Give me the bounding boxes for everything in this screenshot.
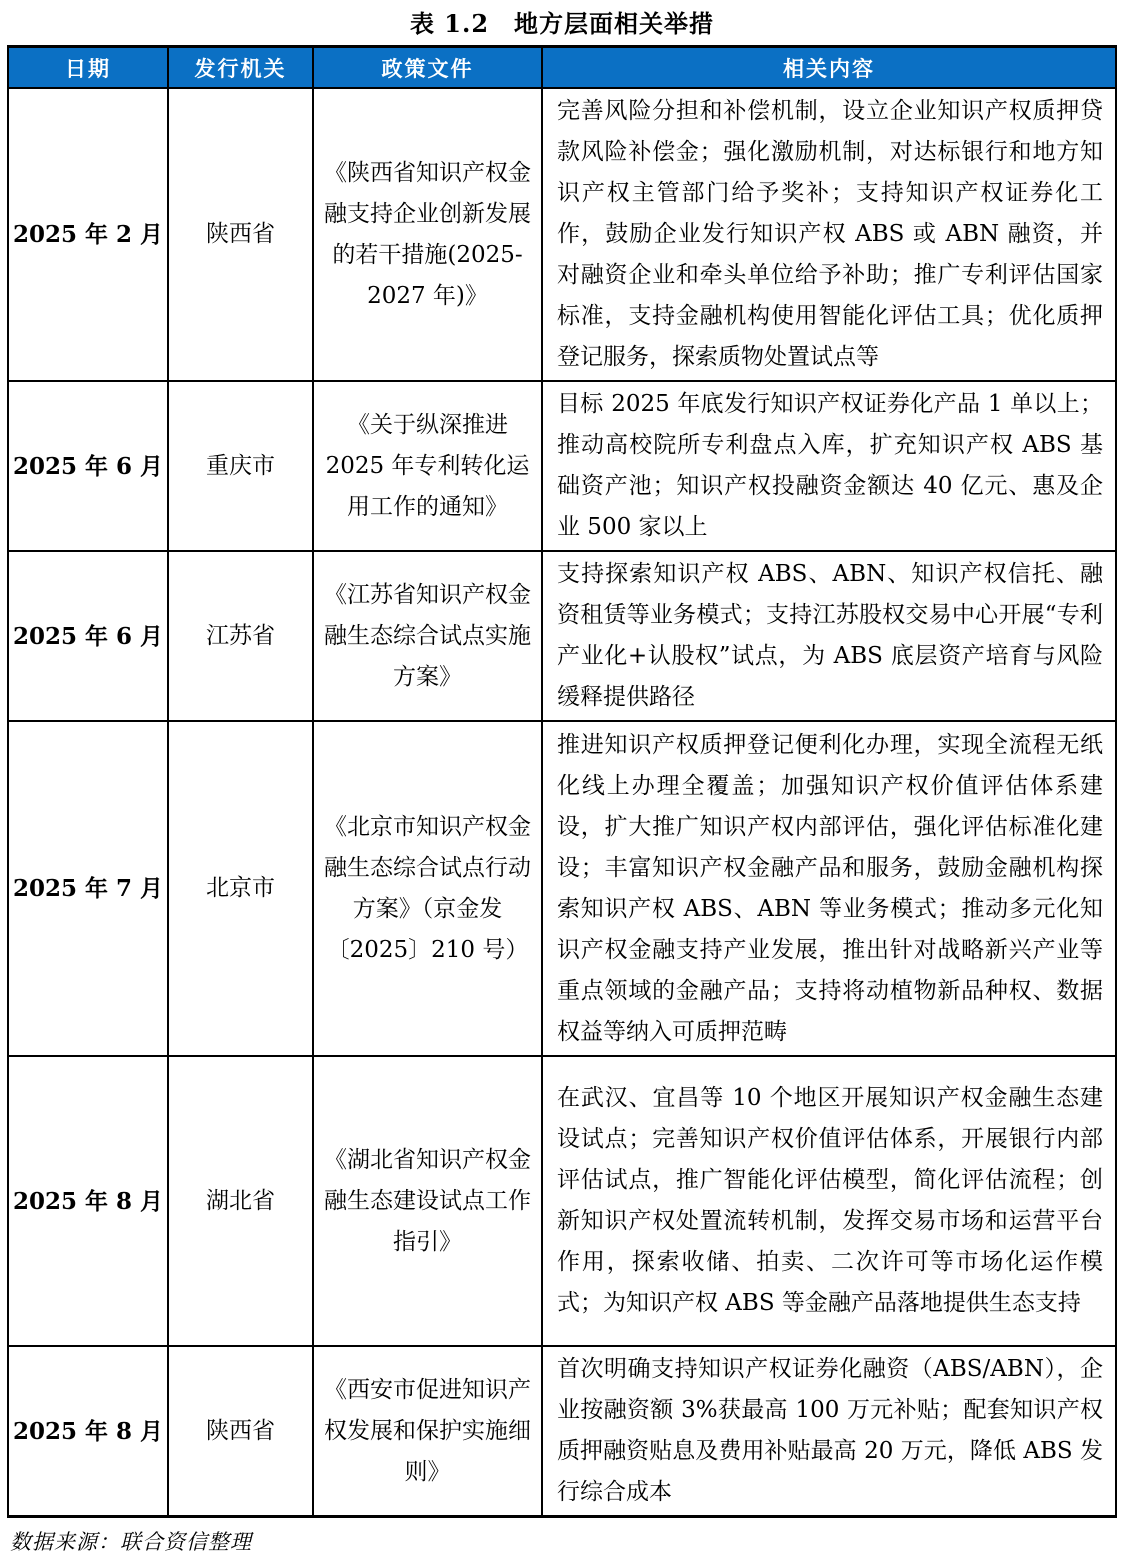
content-cell: 首次明确支持知识产权证券化融资（ABS/ABN），企业按融资额 3%获最高 100 万元补贴；配套知识产权质押融资贴息及费用补贴最高 20 万元，降低 ABS 发行综合成本 — [542, 1346, 1116, 1517]
policy-cell: 《江苏省知识产权金融生态综合试点实施方案》 — [313, 551, 542, 721]
policy-cell: 《北京市知识产权金融生态综合试点行动方案》（京金发〔2025〕210 号） — [313, 721, 542, 1056]
issuer-cell: 陕西省 — [168, 88, 313, 381]
content-cell: 目标 2025 年底发行知识产权证券化产品 1 单以上；推动高校院所专利盘点入库，扩充知识产权 ABS 基础资产池；知识产权投融资金额达 40 亿元、惠及企业 500 家以上 — [542, 381, 1116, 551]
content-cell: 在武汉、宜昌等 10 个地区开展知识产权金融生态建设试点；完善知识产权价值评估体系，开展银行内部评估试点，推广智能化评估模型，简化评估流程；创新知识产权处置流转机制，发挥交易市场和运营平台作用，探索收储、拍卖、二次许可等市场化运作模式；为知识产权 ABS 等金融产品落地提供生态支持 — [542, 1056, 1116, 1346]
content-cell: 推进知识产权质押登记便利化办理，实现全流程无纸化线上办理全覆盖；加强知识产权价值评估体系建设，扩大推广知识产权内部评估，强化评估标准化建设；丰富知识产权金融产品和服务，鼓励金融机构探索知识产权 ABS、ABN 等业务模式；推动多元化知识产权金融支持产业发展，推出针对战略新兴产业等重点领域的金融产品；支持将动植物新品种权、数据权益等纳入可质押范畴 — [542, 721, 1116, 1056]
issuer-cell: 陕西省 — [168, 1346, 313, 1517]
date-cell: 2025 年 8 月 — [8, 1346, 168, 1517]
col-header-policy: 政策文件 — [313, 47, 542, 89]
table-row — [8, 381, 1116, 551]
content-cell: 完善风险分担和补偿机制，设立企业知识产权质押贷款风险补偿金；强化激励机制，对达标银行和地方知识产权主管部门给予奖补；支持知识产权证券化工作，鼓励企业发行知识产权 ABS 或 ABN 融资，并对融资企业和牵头单位给予补助；推广专利评估国家标准，支持金融机构使用智能化评估工具；优化质押登记服务，探索质物处置试点等 — [542, 88, 1116, 381]
table-header-row — [8, 47, 1116, 89]
date-cell: 2025 年 2 月 — [8, 88, 168, 381]
date-cell: 2025 年 6 月 — [8, 551, 168, 721]
date-cell: 2025 年 6 月 — [8, 381, 168, 551]
table-row — [8, 1056, 1116, 1346]
table-row — [8, 721, 1116, 1056]
content-cell: 支持探索知识产权 ABS、ABN、知识产权信托、融资租赁等业务模式；支持江苏股权交易中心开展“专利产业化+认股权”试点，为 ABS 底层资产培育与风险缓释提供路径 — [542, 551, 1116, 721]
date-cell: 2025 年 8 月 — [8, 1056, 168, 1346]
col-header-content: 相关内容 — [542, 47, 1116, 89]
policy-cell: 《西安市促进知识产权发展和保护实施细则》 — [313, 1346, 542, 1517]
policy-cell: 《湖北省知识产权金融生态建设试点工作指引》 — [313, 1056, 542, 1346]
table-row — [8, 88, 1116, 381]
issuer-cell: 重庆市 — [168, 381, 313, 551]
local-measures-table — [7, 45, 1117, 1518]
col-header-date: 日期 — [8, 47, 168, 89]
issuer-cell: 湖北省 — [168, 1056, 313, 1346]
date-cell: 2025 年 7 月 — [8, 721, 168, 1056]
table-row — [8, 1346, 1116, 1517]
source-note: 数据来源：联合资信整理 — [10, 1530, 252, 1554]
issuer-cell: 北京市 — [168, 721, 313, 1056]
table-row — [8, 551, 1116, 721]
issuer-cell: 江苏省 — [168, 551, 313, 721]
policy-cell: 《陕西省知识产权金融支持企业创新发展的若干措施(2025-2027 年)》 — [313, 88, 542, 381]
policy-cell: 《关于纵深推进 2025 年专利转化运用工作的通知》 — [313, 381, 542, 551]
col-header-issuer: 发行机关 — [168, 47, 313, 89]
page-title: 表 1.2 地方层面相关举措 — [409, 9, 715, 38]
